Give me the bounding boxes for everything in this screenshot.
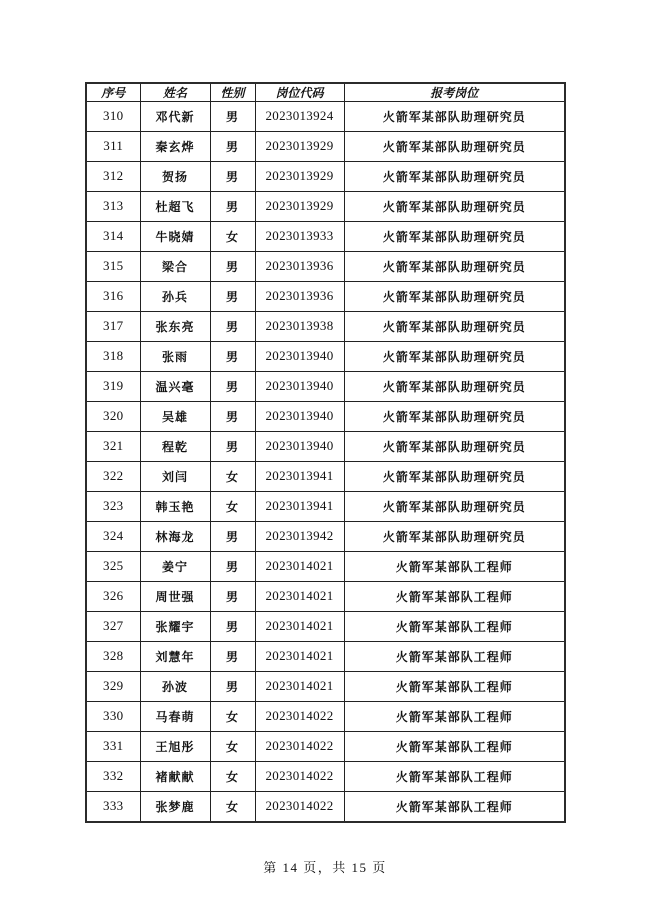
cell-seq: 316 (86, 281, 140, 311)
cell-seq: 321 (86, 431, 140, 461)
table-row (86, 671, 565, 701)
table-row (86, 701, 565, 731)
cell-seq: 318 (86, 341, 140, 371)
cell-seq: 322 (86, 461, 140, 491)
cell-position: 火箭军某部队工程师 (344, 671, 565, 701)
cell-seq: 329 (86, 671, 140, 701)
table-row (86, 401, 565, 431)
cell-gender: 男 (210, 641, 255, 671)
cell-name: 张梦鹿 (140, 791, 210, 822)
table-row (86, 311, 565, 341)
cell-position: 火箭军某部队助理研究员 (344, 461, 565, 491)
cell-name: 张雨 (140, 341, 210, 371)
col-header-seq: 序号 (86, 83, 140, 102)
cell-gender: 男 (210, 611, 255, 641)
cell-gender: 男 (210, 401, 255, 431)
cell-seq: 310 (86, 102, 140, 132)
cell-code: 2023013940 (255, 341, 344, 371)
cell-position: 火箭军某部队工程师 (344, 551, 565, 581)
cell-code: 2023013936 (255, 281, 344, 311)
cell-position: 火箭军某部队工程师 (344, 791, 565, 822)
cell-position: 火箭军某部队助理研究员 (344, 251, 565, 281)
cell-seq: 333 (86, 791, 140, 822)
table-row (86, 551, 565, 581)
cell-code: 2023013940 (255, 371, 344, 401)
cell-name: 刘慧年 (140, 641, 210, 671)
table-row (86, 341, 565, 371)
table-row (86, 102, 565, 132)
cell-name: 孙兵 (140, 281, 210, 311)
cell-name: 邓代新 (140, 102, 210, 132)
cell-code: 2023014021 (255, 611, 344, 641)
table-row (86, 371, 565, 401)
cell-position: 火箭军某部队助理研究员 (344, 491, 565, 521)
table-row (86, 131, 565, 161)
cell-position: 火箭军某部队工程师 (344, 581, 565, 611)
cell-seq: 324 (86, 521, 140, 551)
cell-name: 梁合 (140, 251, 210, 281)
cell-code: 2023014021 (255, 551, 344, 581)
cell-code: 2023014021 (255, 671, 344, 701)
cell-code: 2023013938 (255, 311, 344, 341)
cell-code: 2023014022 (255, 791, 344, 822)
table-body (86, 102, 565, 823)
cell-gender: 男 (210, 191, 255, 221)
cell-gender: 女 (210, 461, 255, 491)
table-row (86, 281, 565, 311)
cell-code: 2023013936 (255, 251, 344, 281)
cell-position: 火箭军某部队助理研究员 (344, 311, 565, 341)
cell-gender: 男 (210, 311, 255, 341)
table-row (86, 431, 565, 461)
cell-name: 牛晓婧 (140, 221, 210, 251)
table-row (86, 461, 565, 491)
cell-code: 2023013933 (255, 221, 344, 251)
cell-gender: 男 (210, 251, 255, 281)
cell-gender: 男 (210, 131, 255, 161)
table-row (86, 491, 565, 521)
cell-seq: 311 (86, 131, 140, 161)
cell-code: 2023013929 (255, 161, 344, 191)
cell-name: 王旭彤 (140, 731, 210, 761)
table-row (86, 191, 565, 221)
cell-position: 火箭军某部队助理研究员 (344, 102, 565, 132)
cell-gender: 男 (210, 521, 255, 551)
cell-seq: 325 (86, 551, 140, 581)
table-row (86, 581, 565, 611)
cell-gender: 女 (210, 701, 255, 731)
cell-name: 贺扬 (140, 161, 210, 191)
cell-position: 火箭军某部队工程师 (344, 641, 565, 671)
header-row (86, 83, 565, 102)
table-header (86, 83, 565, 102)
cell-code: 2023013929 (255, 191, 344, 221)
cell-gender: 男 (210, 341, 255, 371)
cell-position: 火箭军某部队助理研究员 (344, 521, 565, 551)
page-number-footer: 第 14 页，共 15 页 (263, 860, 387, 875)
cell-code: 2023014021 (255, 581, 344, 611)
cell-seq: 330 (86, 701, 140, 731)
cell-name: 周世强 (140, 581, 210, 611)
cell-gender: 女 (210, 791, 255, 822)
cell-position: 火箭军某部队助理研究员 (344, 341, 565, 371)
cell-code: 2023014022 (255, 761, 344, 791)
cell-position: 火箭军某部队助理研究员 (344, 221, 565, 251)
cell-name: 杜超飞 (140, 191, 210, 221)
cell-gender: 男 (210, 281, 255, 311)
cell-seq: 320 (86, 401, 140, 431)
cell-name: 姜宁 (140, 551, 210, 581)
cell-seq: 331 (86, 731, 140, 761)
cell-seq: 313 (86, 191, 140, 221)
cell-gender: 男 (210, 431, 255, 461)
table-row (86, 221, 565, 251)
cell-position: 火箭军某部队助理研究员 (344, 431, 565, 461)
cell-code: 2023013924 (255, 102, 344, 132)
cell-seq: 332 (86, 761, 140, 791)
cell-gender: 男 (210, 161, 255, 191)
table-row (86, 161, 565, 191)
applicant-roster-table (85, 82, 566, 823)
cell-seq: 314 (86, 221, 140, 251)
cell-gender: 男 (210, 371, 255, 401)
cell-name: 程乾 (140, 431, 210, 461)
cell-seq: 319 (86, 371, 140, 401)
cell-code: 2023013941 (255, 461, 344, 491)
cell-name: 温兴毫 (140, 371, 210, 401)
table-row (86, 731, 565, 761)
cell-position: 火箭军某部队工程师 (344, 761, 565, 791)
cell-name: 褚献献 (140, 761, 210, 791)
cell-position: 火箭军某部队助理研究员 (344, 161, 565, 191)
cell-position: 火箭军某部队助理研究员 (344, 191, 565, 221)
cell-code: 2023013940 (255, 431, 344, 461)
cell-code: 2023013929 (255, 131, 344, 161)
cell-gender: 女 (210, 221, 255, 251)
cell-name: 孙波 (140, 671, 210, 701)
cell-code: 2023014021 (255, 641, 344, 671)
cell-position: 火箭军某部队工程师 (344, 731, 565, 761)
cell-gender: 女 (210, 731, 255, 761)
table-row (86, 641, 565, 671)
cell-gender: 女 (210, 491, 255, 521)
col-header-code: 岗位代码 (255, 83, 344, 102)
cell-code: 2023013940 (255, 401, 344, 431)
cell-seq: 326 (86, 581, 140, 611)
table-row (86, 521, 565, 551)
table-row (86, 791, 565, 822)
table-row (86, 611, 565, 641)
cell-position: 火箭军某部队助理研究员 (344, 371, 565, 401)
table-row (86, 761, 565, 791)
col-header-name: 姓名 (140, 83, 210, 102)
table-row (86, 251, 565, 281)
cell-seq: 317 (86, 311, 140, 341)
cell-gender: 男 (210, 102, 255, 132)
cell-seq: 323 (86, 491, 140, 521)
cell-name: 张耀宇 (140, 611, 210, 641)
cell-position: 火箭军某部队助理研究员 (344, 281, 565, 311)
cell-name: 秦玄烨 (140, 131, 210, 161)
cell-name: 马春萌 (140, 701, 210, 731)
cell-seq: 312 (86, 161, 140, 191)
cell-position: 火箭军某部队工程师 (344, 701, 565, 731)
cell-position: 火箭军某部队助理研究员 (344, 131, 565, 161)
cell-name: 林海龙 (140, 521, 210, 551)
col-header-position: 报考岗位 (344, 83, 565, 102)
cell-code: 2023014022 (255, 701, 344, 731)
cell-seq: 328 (86, 641, 140, 671)
cell-code: 2023013942 (255, 521, 344, 551)
cell-name: 吴雄 (140, 401, 210, 431)
cell-gender: 男 (210, 581, 255, 611)
col-header-gender: 性别 (210, 83, 255, 102)
cell-name: 刘闫 (140, 461, 210, 491)
cell-code: 2023014022 (255, 731, 344, 761)
cell-gender: 女 (210, 761, 255, 791)
cell-gender: 男 (210, 551, 255, 581)
cell-name: 张东亮 (140, 311, 210, 341)
cell-seq: 327 (86, 611, 140, 641)
cell-seq: 315 (86, 251, 140, 281)
cell-gender: 男 (210, 671, 255, 701)
cell-position: 火箭军某部队工程师 (344, 611, 565, 641)
cell-position: 火箭军某部队助理研究员 (344, 401, 565, 431)
cell-code: 2023013941 (255, 491, 344, 521)
cell-name: 韩玉艳 (140, 491, 210, 521)
